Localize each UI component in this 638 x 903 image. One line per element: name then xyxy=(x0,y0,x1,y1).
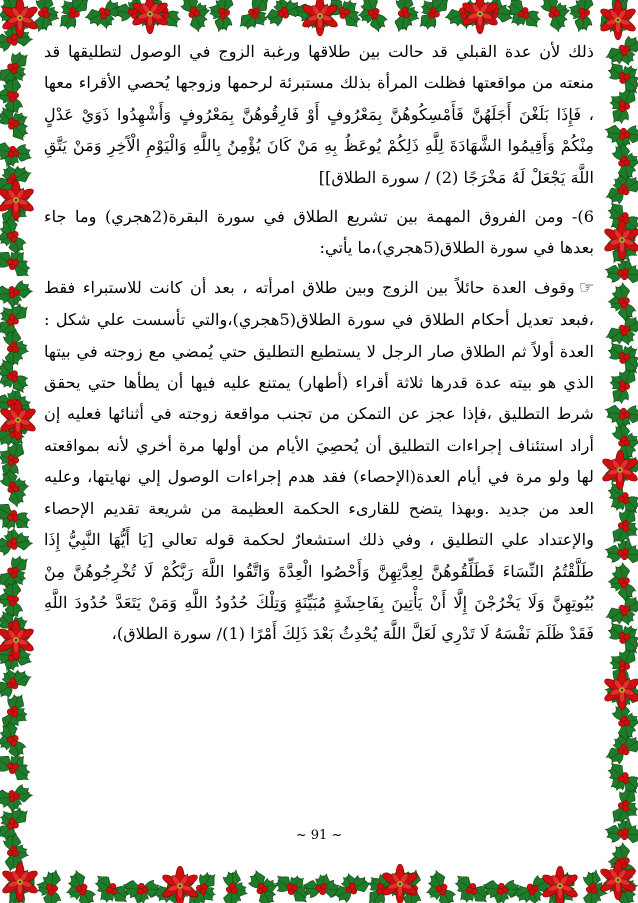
holly-sprig-icon xyxy=(0,162,33,197)
holly-sprig-icon xyxy=(0,629,40,682)
holly-sprig-icon xyxy=(0,70,38,123)
holly-sprig-icon xyxy=(604,32,638,67)
holly-sprig-icon xyxy=(601,333,638,382)
holly-sprig-icon xyxy=(295,863,348,903)
holly-sprig-icon xyxy=(0,605,34,651)
holly-sprig-icon xyxy=(87,863,137,903)
holly-sprig-icon xyxy=(0,666,33,701)
poinsettia-icon xyxy=(0,620,35,660)
paragraph-3-text: وقوف العدة حائلاً بين الزوج وبين طلاق امرأته ، بعد أن كانت للاستبراء فقط ،فبعد تعديل أحكام الطلاق في سورة الطلاق(5هجري)،والتي تأسست علي شكل : العدة أولاً ثم الطلاق صار الرجل لا يستطيع التطليق حتي يُمضي مع زوجته في بيتها الذي هو بيته عدة قدرها ثلاثة أقراء (أطهار) يمتنع عليه فيها أن يطأها حتي يحقق شرط التطليق ،فإذا عجز عن التمكن من تجنب مواقعة زوجته في أثنائها فعليه إن أراد استئناف إجراءات التطليق أن يُحصِيَ الأيام من أولها مرة أخري لأنه بمواقعته لها ولو مرة في أيام العدة(الإحصاء) فقد هدم إجراءات الوصول إلي نهايتها، وعليه العد من جديد .وبهذا يتضح للقارىء الحكمة العظيمة من شريعة تقديم الإحصاء والإعتداد علي التطليق ، وفي ذلك استشعارٌ لحكمة قوله تعالي [يَا أَيُّهَا النَّبِيُّ إِذَا طَلَّقْتُمُ النِّسَاءَ فَطَلِّقُوهُنَّ لِعِدَّتِهِنَّ وَأَحْصُوا الْعِدَّةَ وَاتَّقُوا اللَّهَ رَبَّكُمْ لَا تُخْرِجُوهُنَّ مِنْ بُيُوتِهِنَّ وَلَا يَخْرُجْنَ إِلَّا أَنْ يَأْتِينَ بِفَاحِشَةٍ مُبَيِّنَةٍ وَتِلْكَ حُدُودُ اللَّهِ وَمَنْ يَتَعَدَّ حُدُودَ اللَّهِ فَقَدْ ظَلَمَ نَفْسَهُ لَا تَدْرِي لَعَلَّ اللَّهَ يُحْدِثُ بَعْدَ ذَلِكَ أَمْرًا (1)/ سورة الطلاق)، xyxy=(44,277,594,644)
holly-sprig-icon xyxy=(534,0,575,35)
holly-sprig-icon xyxy=(331,870,374,903)
holly-sprig-icon xyxy=(354,0,395,35)
holly-sprig-icon xyxy=(0,548,38,595)
holly-sprig-icon xyxy=(26,862,78,903)
holly-sprig-icon xyxy=(0,717,34,763)
poinsettia-icon xyxy=(1,862,39,902)
holly-sprig-icon xyxy=(597,780,638,832)
holly-sprig-icon xyxy=(601,753,638,802)
holly-sprig-icon xyxy=(0,574,38,627)
holly-sprig-icon xyxy=(356,864,408,903)
holly-sprig-icon xyxy=(0,490,38,543)
holly-sprig-icon xyxy=(601,697,638,746)
holly-sprig-icon xyxy=(0,0,34,35)
holly-sprig-icon xyxy=(500,0,548,38)
holly-sprig-icon xyxy=(0,213,34,259)
poinsettia-icon xyxy=(131,0,169,34)
holly-sprig-icon xyxy=(0,414,33,449)
holly-sprig-icon xyxy=(0,433,40,486)
holly-sprig-icon xyxy=(536,864,588,903)
holly-sprig-icon xyxy=(176,864,228,903)
holly-sprig-icon xyxy=(475,863,528,903)
holly-sprig-icon xyxy=(262,0,307,33)
holly-sprig-icon xyxy=(0,520,38,567)
holly-sprig-icon xyxy=(0,268,38,315)
holly-sprig-icon xyxy=(604,312,638,347)
holly-sprig-icon xyxy=(597,248,638,300)
holly-sprig-icon xyxy=(597,500,638,552)
holly-sprig-icon xyxy=(287,0,341,39)
poinsettia-icon xyxy=(601,450,638,490)
poinsettia-icon xyxy=(603,670,638,710)
holly-sprig-icon xyxy=(18,0,71,40)
holly-sprig-icon xyxy=(447,863,497,903)
holly-sprig-icon xyxy=(115,863,168,903)
holly-sprig-icon xyxy=(423,868,461,903)
poinsettia-icon xyxy=(599,0,637,40)
poinsettia-icon xyxy=(381,864,419,903)
holly-sprig-icon xyxy=(0,296,38,343)
holly-sprig-icon xyxy=(597,388,638,440)
holly-sprig-icon xyxy=(107,0,161,39)
poinsettia-icon xyxy=(301,0,339,36)
holly-sprig-icon xyxy=(603,868,638,903)
holly-sprig-icon xyxy=(0,238,38,291)
holly-sprig-icon xyxy=(0,864,48,903)
holly-sprig-icon xyxy=(0,465,34,511)
holly-sprig-icon xyxy=(604,732,638,767)
holly-sprig-icon xyxy=(140,0,188,38)
holly-sprig-icon xyxy=(229,0,280,37)
holly-sprig-icon xyxy=(386,862,438,903)
holly-sprig-icon xyxy=(0,44,38,91)
holly-sprig-icon xyxy=(151,870,194,903)
holly-sprig-icon xyxy=(0,685,40,738)
holly-sprig-icon xyxy=(604,452,638,487)
holly-sprig-icon xyxy=(0,742,38,795)
holly-sprig-icon xyxy=(601,53,638,102)
holly-sprig-icon xyxy=(378,0,431,40)
holly-sprig-icon xyxy=(267,863,317,903)
holly-sprig-icon xyxy=(409,0,460,37)
poinsettia-icon xyxy=(603,220,638,260)
holly-sprig-icon xyxy=(604,172,638,207)
holly-sprig-icon xyxy=(566,862,618,903)
holly-sprig-icon xyxy=(174,0,215,35)
holly-sprig-icon xyxy=(0,772,38,819)
page-content xyxy=(44,36,594,836)
poinsettia-icon xyxy=(1,0,39,38)
holly-sprig-icon xyxy=(442,0,487,33)
poinsettia-icon xyxy=(541,866,579,903)
holly-sprig-icon xyxy=(0,353,34,399)
holly-sprig-icon xyxy=(601,277,638,326)
holly-sprig-icon xyxy=(0,322,38,375)
holly-sprig-icon xyxy=(601,837,638,886)
holly-sprig-icon xyxy=(601,613,638,662)
holly-sprig-icon xyxy=(511,870,554,903)
holly-sprig-icon xyxy=(597,80,638,132)
paragraph-1: ذلك لأن عدة القبلي قد حالت بين طلاقها ورغبة الزوج في الوصول لتطليقها قد منعته من مواقعتها فظلت المرأة بذلك مستبرئة لرحمها وزوجها يُحصي الأقراء معها ، فَإِذَا بَلَغْنَ أَجَلَهُنَّ فَأَمْسِكُوهُنَّ بِمَعْرُوفٍ أَوْ فَارِقُوهُنَّ بِمَعْرُوفٍ وَأَشْهِدُوا ذَوَيْ عَدْلٍ مِنْكُمْ وَأَقِيمُوا الشَّهَادَةَ لِلَّهِ ذَلِكُمْ يُوعَظُ بِهِ مَنْ كَانَ يُؤْمِنُ بِاللَّهِ وَالْيَوْمِ الْآَخِرِ وَمَنْ يَتَّقِ اللَّهَ يَجْعَلْ لَهُ مَخْرَجًا (2) / سورة الطلاق]] xyxy=(44,42,594,187)
holly-sprig-icon xyxy=(0,377,40,430)
holly-sprig-icon xyxy=(82,0,127,33)
holly-sprig-icon xyxy=(206,862,258,903)
paragraph-3 xyxy=(44,272,594,650)
holly-sprig-icon xyxy=(597,360,638,412)
holly-sprig-icon xyxy=(320,0,368,38)
holly-sprig-icon xyxy=(604,592,638,627)
holly-sprig-icon xyxy=(597,220,638,272)
holly-sprig-icon xyxy=(589,0,638,37)
poinsettia-icon xyxy=(461,0,499,34)
holly-sprig-icon xyxy=(601,557,638,606)
paragraph-2: 6)- ومن الفروق المهمة بين تشريع الطلاق في سورة البقرة(2هجري) وما جاء بعدها في سورة الطلاق(5هجري)،ما يأتي: xyxy=(44,207,594,258)
poinsettia-icon xyxy=(599,860,637,900)
poinsettia-icon xyxy=(161,866,199,903)
holly-sprig-icon xyxy=(0,16,38,63)
holly-sprig-icon xyxy=(597,528,638,580)
holly-sprig-icon xyxy=(601,193,638,242)
holly-sprig-icon xyxy=(0,101,34,147)
holly-sprig-icon xyxy=(63,868,101,903)
holly-sprig-icon xyxy=(243,868,281,903)
holly-sprig-icon xyxy=(601,417,638,466)
holly-sprig-icon xyxy=(558,0,611,40)
holly-sprig-icon xyxy=(0,125,40,178)
holly-sprig-icon xyxy=(597,640,638,692)
pointing-hand-icon: ☜ xyxy=(578,277,594,298)
poinsettia-icon xyxy=(0,400,37,440)
page-number: ~ 91 ~ xyxy=(295,828,343,843)
holly-sprig-icon xyxy=(597,108,638,160)
poinsettia-icon xyxy=(0,180,35,220)
holly-sprig-icon xyxy=(467,0,521,39)
holly-sprig-icon xyxy=(49,0,100,37)
holly-sprig-icon xyxy=(597,668,638,720)
holly-sprig-icon xyxy=(198,0,251,40)
holly-sprig-icon xyxy=(0,181,40,234)
holly-sprig-icon xyxy=(601,473,638,522)
holly-sprig-icon xyxy=(601,137,638,186)
